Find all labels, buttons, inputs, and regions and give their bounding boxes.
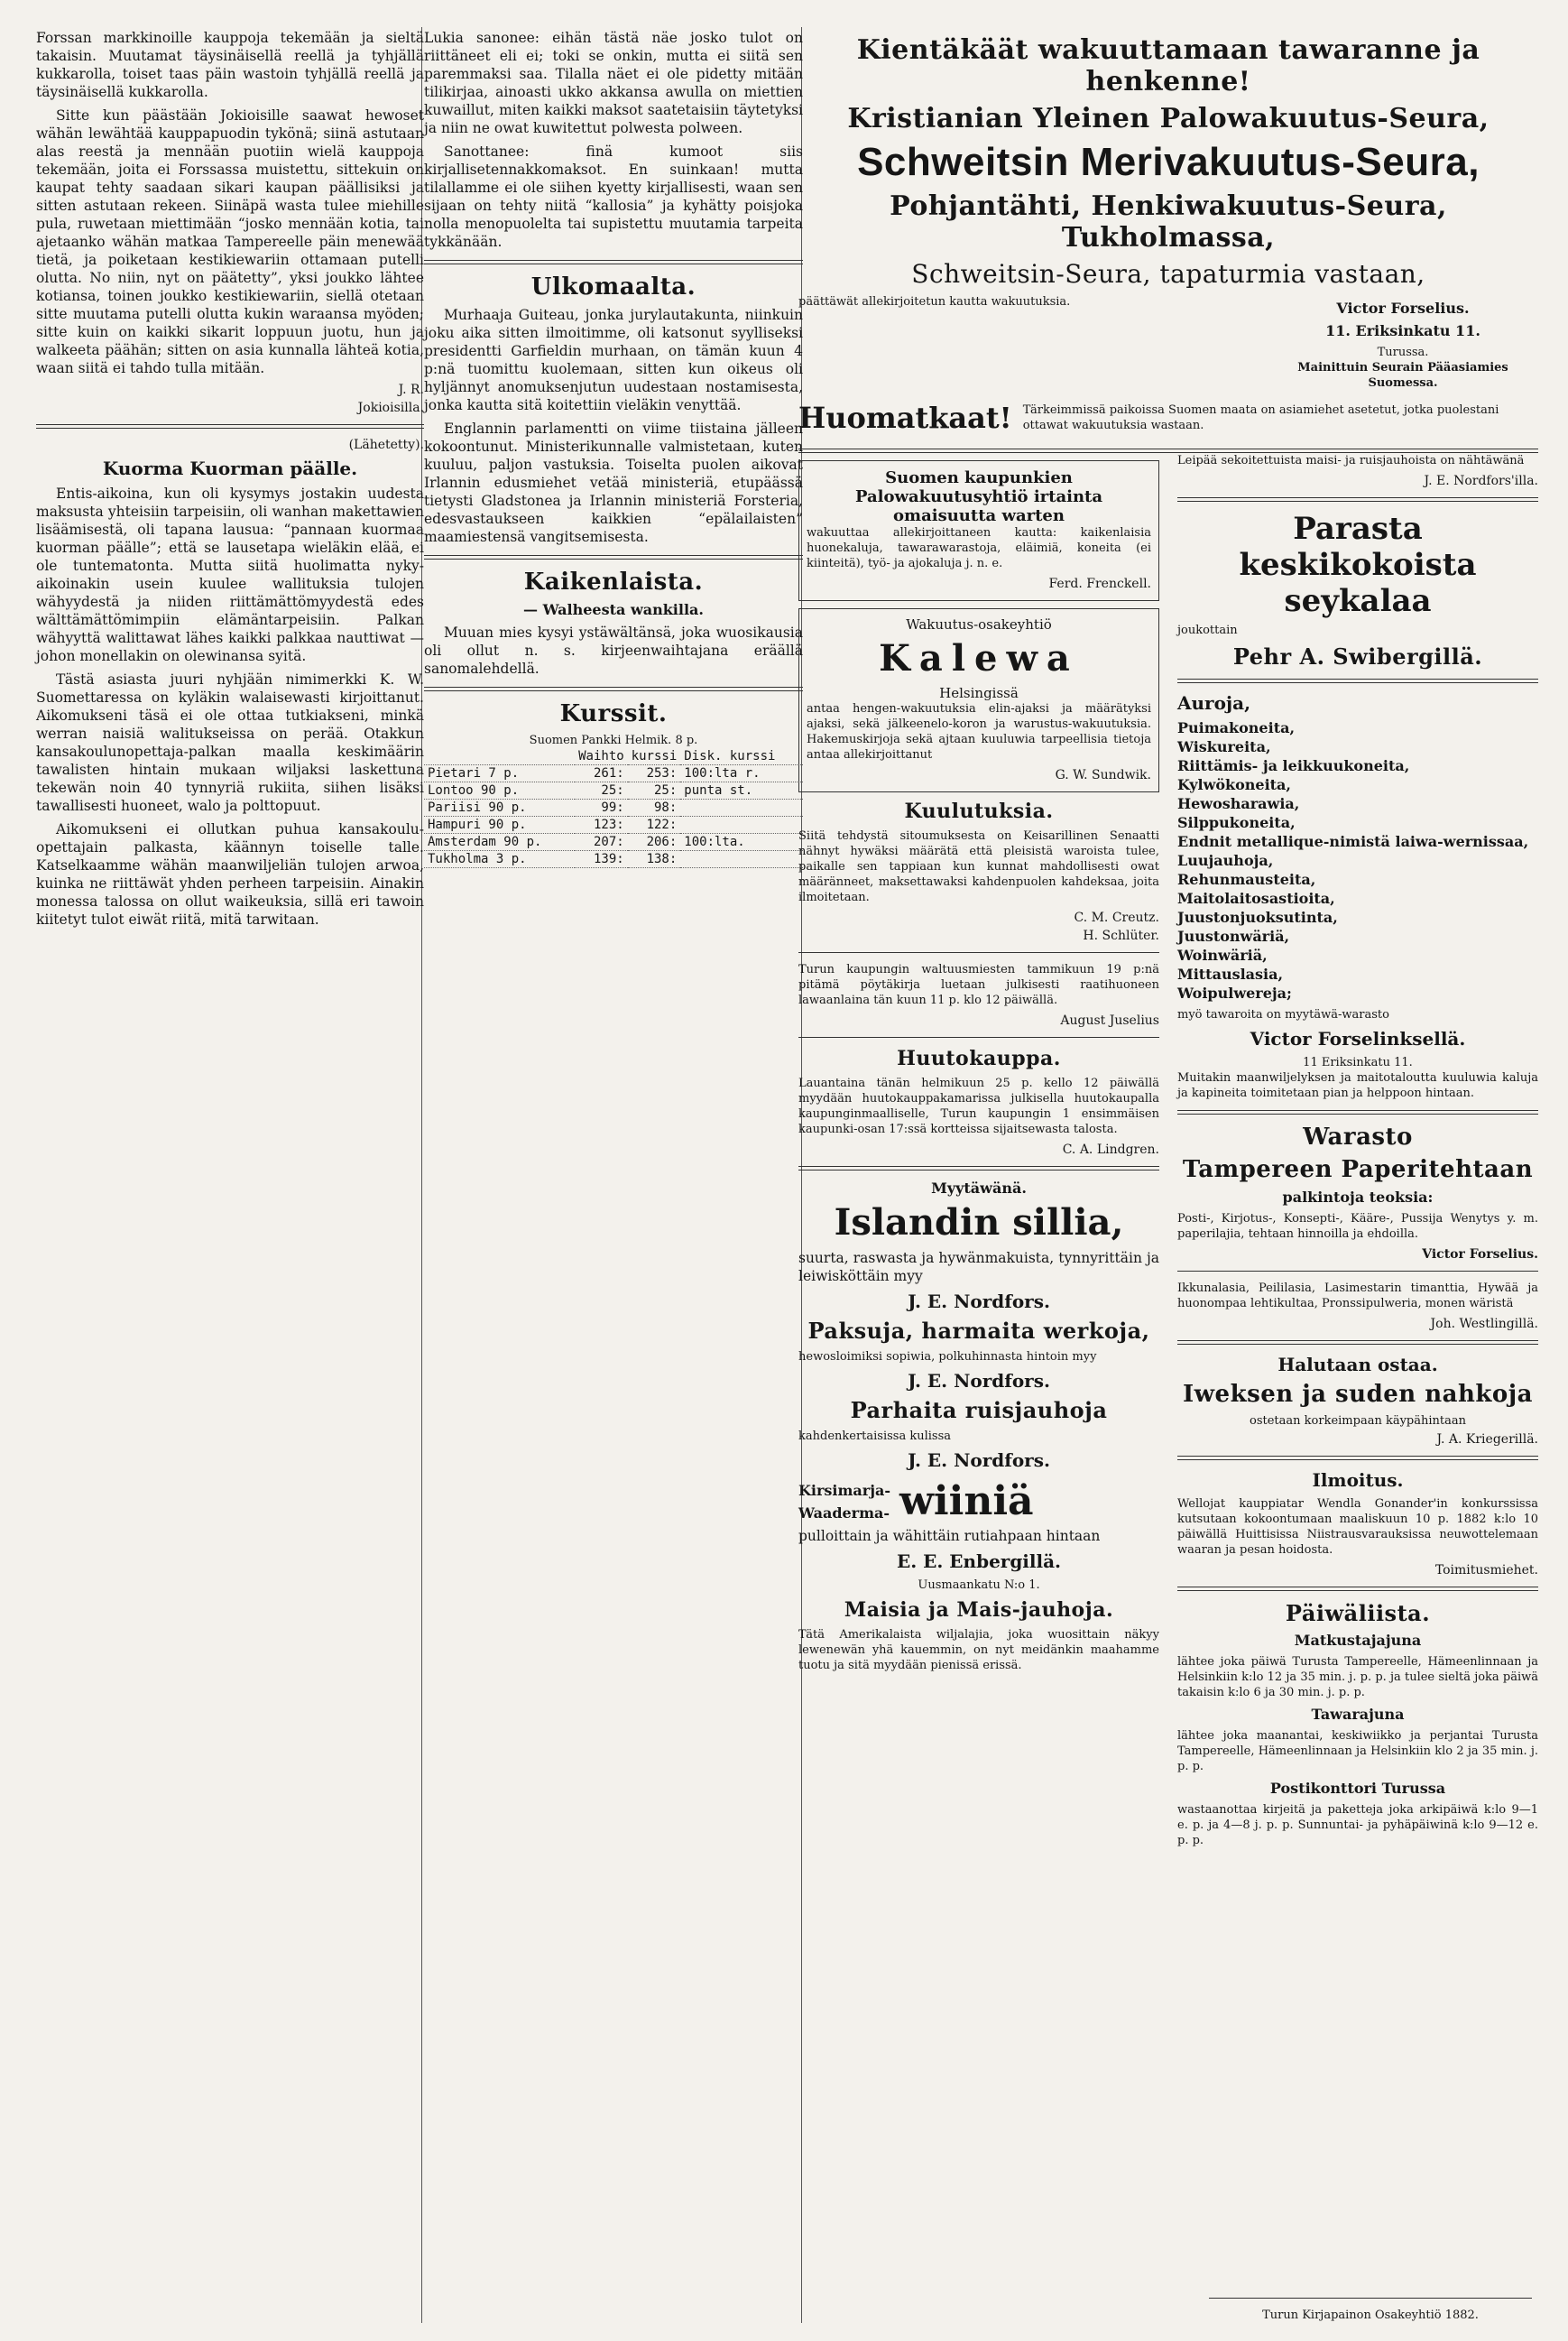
rate-value: 139: [575,851,628,868]
table-row [424,817,803,834]
rate-place: Lontoo 90 p. [424,782,575,800]
section-rule [798,1037,1159,1038]
list-item: Kylwökoneita, [1177,776,1291,793]
list-item: Puimakoneita, [1177,719,1296,736]
islandin-text: suurta, raswasta ja hywänmakuista, tynnyrittäin ja leiwisköttäin myy [798,1250,1159,1284]
victor-signature-2: Victor Forselius. [1422,1247,1538,1262]
krieger-signature: J. A. Kriegerillä. [1436,1432,1538,1447]
ilmoitus-title: Ilmoitus. [1312,1469,1404,1491]
intro-paragraph-1: Forssan markkinoille kauppoja tekemään ja sieltä takaisin. Muutamat täysinäisellä reellä ja tyhjällä kukkarolla, toiset taas päin wastoin tyhjällä reellä ja täysinäisellä kukkarolla. [36,30,424,100]
section-title-kurssit: Kurssit. [559,700,668,727]
rate-value: 206: [628,834,681,851]
list-item: Juustonjuoksutinta, [1177,909,1338,926]
rate-value: 253: [628,765,681,782]
section-rule [424,260,803,264]
matkustajajuna-title: Matkustajajuna [1294,1632,1422,1649]
kalewa-text: antaa hengen-wakuutuksia elin-ajaksi ja määrätyksi ajaksi, sekä jälkeenelo-koron ja warustus-wakuutuksia. Hakemuskirjoja sekä ajtaan kuuluwia tarpeellisia tietoja antaa allekirjoittanut [807,702,1151,762]
rate-value: 98: [628,800,681,817]
leipaa-signature: J. E. Nordfors'illa. [1424,474,1538,488]
intro-signature: J. R. [398,383,424,397]
list-item: Juustonwäriä, [1177,928,1290,945]
intro-paragraph-2: Sitte kun päästään Jokioisille saawat hewoset wähän lewähtää kauppapuodin tykönä; siinä astutaan alas reestä ja mennään puotiin wielä kauppoja tekemään, joita ei Forssassa muistettu, sittekuin on kaupat tehty saadaan sikari kaupan päällisiksi ja sitten astutaan rekeen. Siinäpä wasta tulee miehille pula, ruwetaan miettimään “josko mennään kotia, tai ajetaanko wähän matkaa Tampereelle päin menewää tietä, ja poiketaan kestikiewariin ottamaan putelli olutta. No niin, nyt on päätetty”, yksi joukko lähtee kotiansa, toinen joukko kestikiewariin, siellä otetaan sitte muutama putelli olutta kukin waraansa myöden; sitte kuin on kaikki sikarit loppuun juotu, hun ja walkeeta päähän; sitten on asia kunnalla lähteä kotia, waan siitä ei tahdo tulla mitään. [36,107,424,376]
table-row [424,834,803,851]
kalewa-signature: G. W. Sundwik. [1055,768,1151,782]
postikonttori-text: wastaanottaa kirjeitä ja paketteja joka arkipäiwä k:lo 9—1 e. p. ja 4—8 j. p. p. Sunnuntai- ja pyhäpäiwinä k:lo 9—12 e. p. p. [1177,1803,1538,1847]
table-row [424,800,803,817]
rate-note: 100:lta r. [680,765,803,782]
section-rule [1177,1271,1538,1272]
matkustajajuna-text: lähtee joka päiwä Turusta Tampereelle, Hämeenlinnaan ja Helsinkiin k:lo 12 ja 35 min. j. p. p. ja tulee sieltä joka päiwä takaisin k:lo 6 ja 30 min. j. p. p. [1177,1655,1538,1699]
rate-note [680,800,803,817]
list-item: Luujauhoja, [1177,852,1274,869]
kalewa-title: Kalewa [879,637,1079,680]
huutokauppa-signature: C. A. Lindgren. [1062,1143,1159,1157]
huomatkaat-text: Tärkeimmissä paikoissa Suomen maata on asiamiehet asetetut, jotka puolestani ottawat wakuutuksia wastaan. [1022,403,1499,432]
kaikenlaista-paragraph: Muuan mies kysyi ystäwältänsä, joka wuosikausia oli ollut n. s. kirjeenwaihtajana eräällä sanomalehdellä. [424,625,803,677]
wiinia-text: pulloittain ja wähittäin rutiahpaan hintaan [798,1528,1101,1544]
wiinia-left [798,1476,890,1527]
rate-note: 100:lta. [680,834,803,851]
enberg-address: Uusmaankatu N:o 1. [918,1578,1040,1592]
parhaita-text: kahdenkertaisissa kulissa [798,1430,952,1443]
section-rule [1177,1587,1538,1591]
table-row [424,851,803,868]
kuulutuksia-signature-2: H. Schlüter. [1083,929,1159,943]
ulkomaalta-paragraph-1: Murhaaja Guiteau, jonka jurylautakunta, niinkuin joku aika sitten ilmoitimme, oli katsonut syylliseksi presidentti Garfieldin murhaan, on tämän kuun 4 p:nä tuomittu kuolemaan, sitten kun oikeus oli hyljännyt anomuksenjutun uudestaan nostamisesta, jonka kautta sitä koitettiin vieläkin venyttää. [424,307,803,413]
section-title-kuorma: Kuorma Kuorman päälle. [102,458,358,479]
wiinia-ad [798,1476,1159,1527]
section-rule [1177,497,1538,502]
iweksen-text: ostetaan korkeimpaan käypähintaan [1250,1414,1466,1428]
banner-small: päättäwät allekirjoitetun kautta wakuutuksia. [798,295,1071,309]
banner-footer [798,294,1538,391]
ilmoitus-text: Wellojat kauppiatar Wendla Gonander'in konkurssissa kutsutaan kokoontumaan maaliskuun 10 p. 1882 k:lo 10 päiwällä Huittisissa Niistrausvarauksissa neuwottelemaan waaran ja pesan hoidosta. [1177,1497,1538,1557]
kirsimarja: Kirsimarja- [798,1482,891,1499]
kuulutuksia-signature-1: C. M. Creutz. [1074,911,1159,925]
pehr-signature: Pehr A. Swibergillä. [1232,643,1483,670]
huutokauppa-text: Lauantaina tänän helmikuun 25 p. kello 12 päiwällä myydään huutokauppakamarissa julkisella huutokaupalla kaupunginmaalliselle, Turun kaupungin 1 ensimmäisen kaupunki-osan 17:ssä kortteissa sijaitsewasta talosta. [798,1077,1159,1136]
table-row [424,782,803,800]
enberg-signature: E. E. Enbergillä. [896,1550,1062,1572]
rate-place: Tukholma 3 p. [424,851,575,868]
section-rule [424,555,803,560]
auroja-title: Auroja, [1177,692,1251,714]
section-title-kaikenlaista: Kaikenlaista. [523,569,704,596]
parhaita-title: Parhaita ruisjauhoja [850,1397,1108,1423]
muitakin-text: Muitakin maanwiljelyksen ja maitotaloutta kuuluwia kaluja ja kapineita toimitetaan pian ja helppoon hintaan. [1177,1071,1538,1100]
maisia-text: Tätä Amerikalaista wiljalajia, joka wuosittain näkyy lewenewän yhä kauemmin, on nyt meidänkin maahamme tuotu ja sitä myydään pienissä erissä. [798,1628,1159,1672]
table-header-cell: kurssi [628,748,681,765]
agent-box [1268,294,1538,391]
exchange-rates-table [424,748,803,868]
iweksen-title: Iweksen ja suden nahkoja [1182,1381,1534,1408]
warasto-title: Warasto [1303,1124,1413,1151]
right-ads-area [798,29,1538,1847]
ulkomaalta-paragraph-2: Englannin parlamentti on viime tiistaina jälleen kokoontunut. Ministerikunnalle valmistetaan, kuten kuuluu, paljon vastuksia. Toiselta puolen aikovat Irlannin edusmiehet vetää ministeriä, etupäässä tietysti Gladstonea ja Irlannin ministeriä Forsteria, edesvastaukseen kaikkien “epälailaisten” maamiestensä vangitsemisesta. [424,421,803,545]
machines-list [1177,719,1538,1002]
rate-place: Pariisi 90 p. [424,800,575,817]
huomatkaat-row [798,396,1538,440]
section-rule [36,424,424,429]
myos-text: Ikkunalasia, Peililasia, Lasimestarin timanttia, Hywää ja huonompaa lehtikultaa, Pronssipulweria, monen wäristä [1177,1282,1538,1310]
rate-note [680,851,803,868]
rate-value: 99: [575,800,628,817]
parasta-title: Parasta keskikokoista seykalaa [1239,511,1477,619]
table-header-cell: Disk. kurssi [680,748,803,765]
rate-note: punta st. [680,782,803,800]
tampere-title: Tampereen Paperitehtaan [1182,1156,1534,1183]
banner-line-2: Kristianian Yleinen Palowakuutus-Seura, [847,103,1490,134]
sent-label: (Lähetetty). [348,438,424,452]
palovak-text: wakuuttaa allekirjoittaneen kautta: kaikenlaisia huonekaluja, tawarawarastoja, eläimiä, koneita (ei kiinteitä), työ- ja ajokaluja j. n. e. [807,526,1151,570]
kalewa-subtitle: Wakuutus-osakeyhtiö [906,616,1052,633]
rate-value: 25: [575,782,628,800]
palovak-signature: Ferd. Frenckell. [1048,577,1151,591]
table-header-cell: Waihto [575,748,628,765]
kuorma-paragraph-3: Aikomukseni ei ollutkan puhua kansakoulu-opettajain palkasta, käännyn toiselle talle. Katselkaamme wähän maanwiljeliän tulojen arwoa, kuinka ne riittäwät yhden perheen tarpeisiin. Ainakin monessa talossa on ollut waikeuksia, sillä eri tawoin kiitetyt tulot eiwät riitä, mitä tarwitaan. [36,821,424,928]
list-item: Wiskureita, [1177,738,1271,755]
nordfors-signature-2: J. E. Nordfors. [908,1370,1050,1392]
waaderma: Waaderma- [798,1504,890,1522]
huomatkaat-title: Huomatkaat! [798,401,1012,435]
section-title-ulkomaalta: Ulkomaalta. [530,273,696,301]
toimitusmiehet: Toimitusmiehet. [1434,1563,1538,1578]
rate-value: 123: [575,817,628,834]
intro-place: Jokioisilla. [357,401,424,415]
rate-value: 25: [628,782,681,800]
westling-signature: Joh. Westlingillä. [1430,1317,1538,1331]
agent-name: Victor Forselius. [1336,300,1470,317]
rate-value: 122: [628,817,681,834]
middle-paragraph-2: Sanottanee: finä kumoot siis kirjallisetennakkomaksot. En suinkaan! mutta tilallamme ei ole siihen kyetty kirjallisesti, waan sen sijaan on tehty niitä “kallosia” ja kyhätty poisjoka nolla menopuolelta tai supistettu muutamia tarpeita tykkänään. [424,143,803,250]
rate-value: 261: [575,765,628,782]
section-rule [798,952,1159,953]
wiinia-title: wiiniä [899,1478,1034,1524]
palkintoja-label: palkintoja teoksia: [1282,1189,1434,1206]
section-rule [1177,1456,1538,1460]
islandin-title: Islandin sillia, [834,1201,1124,1244]
kaikenlaista-subtitle: — Walheesta wankilla. [523,601,704,618]
rate-value: 207: [575,834,628,851]
right-left-subcolumn [798,453,1159,1679]
victor-address: 11 Eriksinkatu 11. [1303,1056,1413,1069]
list-item: Mittauslasia, [1177,966,1284,983]
section-rule [1177,679,1538,683]
left-column [36,29,424,934]
section-rule [798,1166,1159,1170]
turun-signature: August Juselius [1060,1013,1159,1028]
middle-paragraph-1: Lukia sanonee: eihän tästä näe josko tulot on riittäneet eli ei; toki se onkin, mutta ei siitä sen paremmaksi saa. Tilalla näet ei ole pidetty mitään tilikirjaa, ainoasti ukko akkansa awulla on miettien kuwaillut, miten kaikki maksot saatetaisiin täytetyksi ja niin ne owat kuwitettut polwesta polween. [424,30,803,136]
list-item: Riittämis- ja leikkuukoneita, [1177,757,1410,774]
footer-rule [1209,2298,1532,2299]
palovak-title: Suomen kaupunkien Palowakuutusyhtiö irtainta omaisuutta warten [854,468,1103,525]
banner-line-5: Schweitsin-Seura, tapaturmia vastaan, [911,259,1425,289]
tampere-text: Posti-, Kirjotus-, Konsepti-, Kääre-, Pussija Wenytys y. m. paperilajia, tehtaan hinnoilla ja ehdoilla. [1177,1212,1538,1241]
middle-column [424,29,803,868]
section-rule [1177,1340,1538,1345]
list-item: Endnit metallique-nimistä laiwa-wernissaa, [1177,833,1529,850]
paksuja-text: hewosloimiksi sopiwia, polkuhinnasta hintoin myy [798,1350,1097,1364]
section-rule [1177,1110,1538,1115]
kuorma-paragraph-1: Entis-aikoina, kun oli kysymys jostakin uudesta maksusta yhteisiin tarpeisiin, oli wanhan makettawien lisäämisestä, oli tapana lausua: “pannaan kuormaa kuorman päälle”; että se lausetapa wieläkin elää, ei ole tuntematonta. Mutta siitä huolimatta nyky-aikoinakin usein kuulee wallituksia tulojen wähyydestä ja niiden riittämättömyydestä edes wälttämättömimpiin elämäntarpeisiin. Palkan wähyyttä walittawat lähes kaikki palkkaa nauttiwat — johon monellakin on olewinansa syitä. [36,486,424,664]
rate-place: Hampuri 90 p. [424,817,575,834]
leipaa-text: Leipää sekoitettuista maisi- ja ruisjauhoista on nähtäwänä [1177,454,1525,467]
agent-note: Mainittuin Seurain Pääasiamies Suomessa. [1297,361,1508,390]
rate-place: Amsterdam 90 p. [424,834,575,851]
printer-footer [1209,2289,1532,2323]
turun-text: Turun kaupungin waltuusmiesten tammikuun 19 p:nä pitämä pöytäkirja luetaan julkisesti raatihuoneen lawaanlaina tän kuun 11 p. klo 12 päiwällä. [798,963,1159,1007]
victor-signature: Victor Forselinksellä. [1250,1028,1466,1050]
list-item: Rehunmausteita, [1177,871,1316,888]
table-row [424,765,803,782]
tawarajuna-text: lähtee joka maanantai, keskiwiikko ja perjantai Turusta Tampereelle, Hämeenlinnaan ja Helsinkiin klo 2 ja 35 min. j. p. p. [1177,1729,1538,1773]
agent-city: Turussa. [1377,346,1429,359]
items-footer: myö tawaroita on myytäwä-warasto [1177,1008,1389,1022]
kuorma-paragraph-2: Tästä asiasta juuri nyhjään nimimerkki K. W. Suomettaressa on kyläkin walaisewasti kirjoittanut. Aikomukseni täsä ei ole ottaa tutkiakseni, minkä werran naisiä walitukseissa on perää. Otakkun kansakoulunopettaja-palkan maalla keskimäärin tawalisten hintain mukaan wiljaksi laskettuna tekewän noin 40 tynnyriä rukiita, siihen lisäksi tawallisesti huoneet, walo ja polttopuut. [36,671,424,814]
myytawana-title: Myytäwänä. [931,1180,1027,1197]
rate-value: 138: [628,851,681,868]
nordfors-signature: J. E. Nordfors. [908,1291,1050,1312]
section-rule [424,687,803,691]
banner-line-1: Kientäkäät wakuuttamaan tawaranne ja henkenne! [856,34,1480,97]
kurssit-subtitle: Suomen Pankki Helmik. 8 p. [529,734,698,747]
list-item: Woipulwereja; [1177,985,1292,1002]
right-right-subcolumn [1177,453,1538,1854]
list-item: Silppukoneita, [1177,814,1296,831]
halutaan-title: Halutaan ostaa. [1277,1354,1438,1375]
ad-kalewa [798,608,1159,792]
paivaliista-title: Päiwäliista. [1285,1600,1431,1626]
section-title-huutokauppa: Huutokauppa. [897,1047,1061,1070]
table-header-cell [424,748,575,765]
list-item: Hewosharawia, [1177,795,1300,812]
nordfors-signature-3: J. E. Nordfors. [908,1449,1050,1471]
banner-line-4: Pohjantähti, Henkiwakuutus-Seura, Tukholmassa, [890,190,1447,254]
paksuja-title: Paksuja, harmaita werkoja, [807,1318,1150,1344]
parasta-subtitle: joukottain [1177,624,1238,637]
banner-line-3: Schweitsin Merivakuutus-Seura, [857,140,1480,184]
rate-place: Pietari 7 p. [424,765,575,782]
kuulutuksia-text: Siitä tehdystä sitoumuksesta on Keisarillinen Senaatti nähnyt hywäksi määrätä että pleisistä waroista tulee, paikalle sen tappiaan kun kunnat mahdollisesti owat määränneet, maksettawaksi kahdenpuolen kahdeksaa, joita ilmoitetaan. [798,829,1159,904]
kalewa-city: Helsingissä [939,685,1019,701]
printer-name: Turun Kirjapainon Osakeyhtiö 1882. [1262,2309,1479,2322]
list-item: Maitolaitosastioita, [1177,890,1335,907]
postikonttori-title: Postikonttori Turussa [1269,1780,1446,1797]
ad-palowakuutus [798,460,1159,601]
rate-note [680,817,803,834]
agent-address: 11. Eriksinkatu 11. [1325,322,1480,339]
list-item: Woinwäriä, [1177,947,1268,964]
maisia-title: Maisia ja Mais-jauhoja. [844,1598,1114,1622]
tawarajuna-title: Tawarajuna [1311,1706,1405,1723]
section-title-kuulutuksia: Kuulutuksia. [904,800,1054,823]
